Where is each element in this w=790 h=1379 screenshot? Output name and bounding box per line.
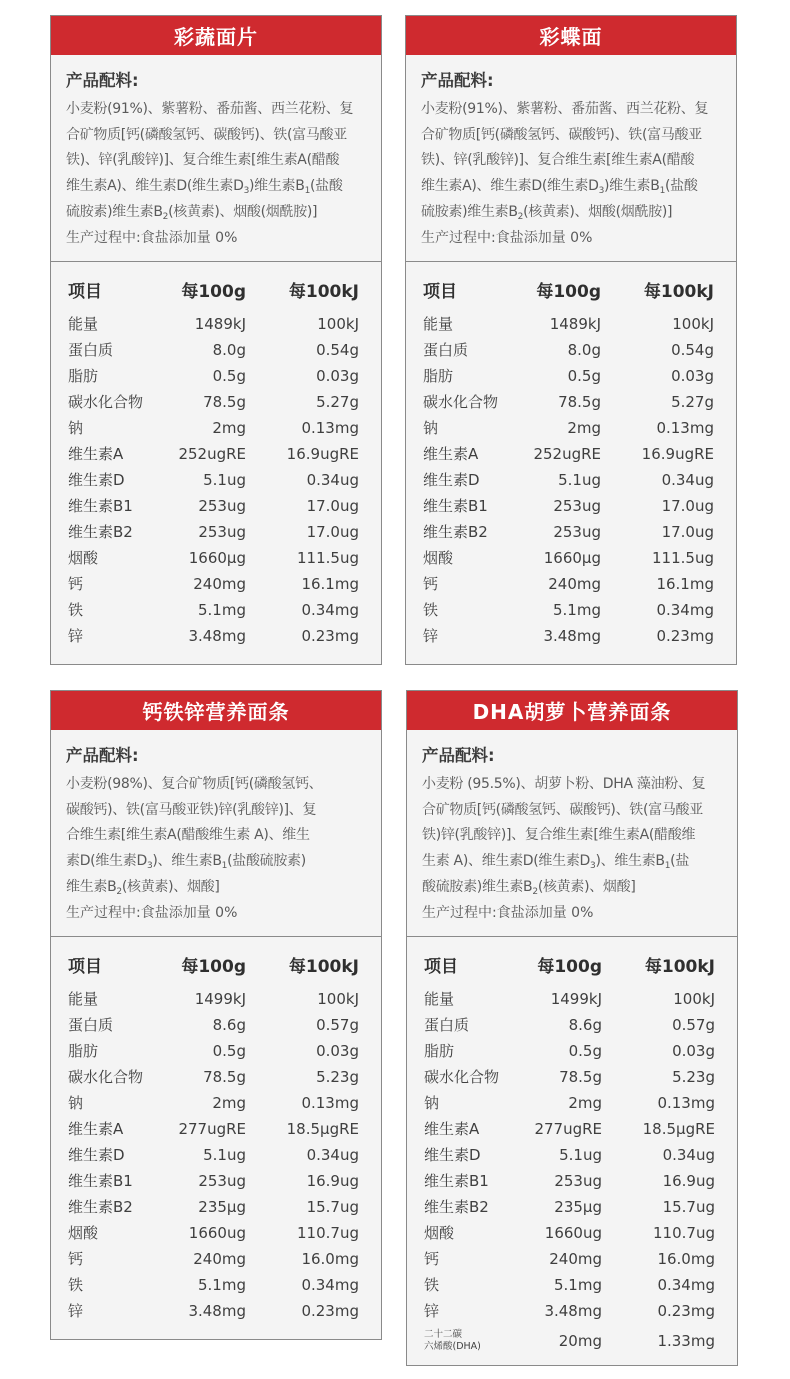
value-per-100kj: 0.34ug — [306, 470, 359, 489]
value-per-100kj: 0.34ug — [662, 1145, 715, 1164]
card-title: 钙铁锌营养面条 — [51, 691, 381, 730]
header-item: 项目 — [68, 281, 102, 302]
value-per-100kj: 16.9ugRE — [641, 444, 714, 463]
value-per-100g: 2mg — [212, 418, 246, 437]
table-row — [68, 623, 359, 649]
value-per-100g: 240mg — [193, 1249, 246, 1268]
nutrient-name: 能量 — [68, 315, 99, 334]
nutrient-name: 维生素D — [68, 1146, 125, 1165]
table-row — [424, 1038, 715, 1064]
value-per-100kj: 0.03g — [672, 1041, 715, 1060]
nutrition-card — [405, 15, 737, 665]
value-per-100kj: 0.57g — [672, 1015, 715, 1034]
nutrient-name: 钙 — [68, 1250, 84, 1269]
nutrient-name: 锌 — [423, 627, 439, 646]
value-per-100kj: 15.7ug — [306, 1197, 359, 1216]
nutrient-name: 蛋白质 — [68, 341, 114, 360]
table-row — [68, 389, 359, 415]
value-per-100kj: 0.03g — [316, 1041, 359, 1060]
value-per-100g: 8.6g — [568, 1015, 602, 1034]
nutrient-name: 锌 — [68, 627, 84, 646]
table-row — [68, 1246, 359, 1272]
table-row — [68, 1012, 359, 1038]
ingredients-line: 合矿物质[钙(磷酸氢钙、碳酸钙)、铁(富马酸亚 — [66, 126, 347, 143]
value-per-100kj: 5.23g — [672, 1067, 715, 1086]
nutrient-name: 能量 — [424, 990, 455, 1009]
value-per-100kj: 0.13mg — [657, 1093, 715, 1112]
table-row — [68, 1194, 359, 1220]
nutrient-name: 烟酸 — [68, 1224, 99, 1243]
value-per-100kj: 0.54g — [671, 340, 714, 359]
table-row — [68, 311, 359, 337]
value-per-100g: 1660ug — [544, 1223, 602, 1242]
table-row — [423, 597, 714, 623]
value-per-100g: 1660μg — [188, 548, 246, 567]
ingredients-section — [51, 730, 381, 937]
header-per-100kj: 每100kJ — [644, 956, 715, 977]
ingredients-title: 产品配料: — [422, 746, 495, 765]
value-per-100g: 240mg — [193, 574, 246, 593]
ingredients-text — [66, 97, 367, 226]
nutrient-name: 维生素A — [424, 1120, 480, 1139]
nutrient-name: 碳水化合物 — [424, 1068, 500, 1087]
card-title: 彩蔬面片 — [51, 16, 381, 55]
table-row — [424, 1142, 715, 1168]
header-per-100g: 每100g — [536, 281, 601, 302]
value-per-100g: 235μg — [554, 1197, 602, 1216]
value-per-100kj: 17.0ug — [661, 496, 714, 515]
ingredients-line: 小麦粉(98%)、复合矿物质[钙(磷酸氢钙、 — [66, 776, 323, 792]
value-per-100g: 253ug — [554, 1171, 602, 1190]
nutrient-name: 铁 — [68, 601, 84, 620]
nutrient-name: 蛋白质 — [423, 341, 469, 360]
value-per-100kj: 16.1mg — [301, 574, 359, 593]
value-per-100kj: 110.7ug — [653, 1223, 715, 1242]
value-per-100kj: 0.34mg — [657, 1275, 715, 1294]
ingredients-line: 合矿物质[钙(磷酸氢钙、碳酸钙)、铁(富马酸亚 — [421, 126, 702, 143]
value-per-100g: 1499kJ — [550, 989, 602, 1008]
header-per-100g: 每100g — [537, 956, 602, 977]
table-header — [423, 276, 714, 303]
value-per-100g: 78.5g — [203, 1067, 246, 1086]
value-per-100kj: 0.03g — [671, 366, 714, 385]
nutrient-name: 维生素D — [424, 1146, 481, 1165]
value-per-100kj: 0.13mg — [301, 418, 359, 437]
value-per-100g: 3.48mg — [188, 1301, 246, 1320]
value-per-100kj: 16.0mg — [657, 1249, 715, 1268]
value-per-100g: 277ugRE — [534, 1119, 602, 1138]
value-per-100g: 1499kJ — [194, 989, 246, 1008]
header-per-100kj: 每100kJ — [643, 281, 714, 302]
value-per-100kj: 16.9ugRE — [286, 444, 359, 463]
value-per-100kj: 0.34mg — [301, 600, 359, 619]
value-per-100kj: 100kJ — [317, 989, 359, 1008]
table-row — [68, 1220, 359, 1246]
nutrient-name: 维生素B1 — [68, 1172, 133, 1191]
header-per-100g: 每100g — [181, 281, 246, 302]
nutrient-name: 碳水化合物 — [68, 393, 144, 412]
salt-note: 生产过程中:食盐添加量 0% — [66, 904, 238, 921]
ingredients-line: 维生素$B_2$(核黄素)、烟酸] — [66, 878, 220, 897]
nutrient-name: 铁 — [68, 1276, 84, 1295]
nutrient-name: 脂肪 — [68, 367, 99, 386]
nutrition-table — [51, 262, 381, 659]
table-row — [68, 1064, 359, 1090]
value-per-100g: 252ugRE — [178, 444, 246, 463]
nutrition-table — [406, 262, 736, 659]
nutrient-name: 锌 — [68, 1302, 84, 1321]
ingredients-line: 小麦粉(91%)、紫薯粉、番茄酱、西兰花粉、复 — [66, 101, 354, 117]
nutrient-name: 维生素A — [68, 445, 124, 464]
nutrient-name: 钠 — [68, 1094, 84, 1113]
value-per-100kj: 0.23mg — [656, 626, 714, 645]
nutrient-name: 钠 — [423, 419, 439, 438]
value-per-100kj: 0.03g — [316, 366, 359, 385]
nutrient-name: 钙 — [424, 1250, 440, 1269]
ingredients-section — [406, 55, 736, 262]
table-row — [424, 1012, 715, 1038]
ingredients-line: 硫胺素)维生素$B_2$(核黄素)、烟酸(烟酰胺)] — [66, 203, 318, 222]
value-per-100g: 5.1mg — [553, 600, 601, 619]
ingredients-line: 酸硫胺素)维生素$B_2$(核黄素)、烟酸] — [422, 878, 636, 897]
value-per-100g: 253ug — [553, 496, 601, 515]
table-row — [68, 415, 359, 441]
ingredients-text — [422, 772, 723, 901]
table-row — [424, 1194, 715, 1220]
table-row — [423, 519, 714, 545]
ingredients-text — [421, 97, 722, 226]
table-row — [423, 545, 714, 571]
table-row — [424, 1220, 715, 1246]
nutrient-name: 烟酸 — [68, 549, 99, 568]
value-per-100kj: 100kJ — [672, 314, 714, 333]
table-row — [423, 311, 714, 337]
value-per-100g: 20mg — [558, 1331, 602, 1350]
ingredients-section — [407, 730, 737, 937]
value-per-100kj: 1.33mg — [657, 1331, 715, 1350]
value-per-100kj: 16.9ug — [662, 1171, 715, 1190]
table-row — [423, 337, 714, 363]
table-row — [68, 1142, 359, 1168]
nutrition-card — [50, 690, 382, 1340]
value-per-100kj: 111.5ug — [297, 548, 359, 567]
nutrient-name: 维生素D — [68, 471, 125, 490]
table-row — [68, 597, 359, 623]
value-per-100kj: 5.27g — [316, 392, 359, 411]
nutrient-name: 脂肪 — [68, 1042, 99, 1061]
nutrient-name: 钠 — [68, 419, 84, 438]
header-item: 项目 — [424, 956, 458, 977]
value-per-100g: 0.5g — [567, 366, 601, 385]
value-per-100kj: 0.34ug — [306, 1145, 359, 1164]
table-row — [68, 1298, 359, 1324]
value-per-100g: 5.1ug — [203, 470, 246, 489]
value-per-100g: 5.1mg — [554, 1275, 602, 1294]
nutrient-name: 维生素B2 — [68, 523, 133, 542]
value-per-100g: 5.1ug — [558, 470, 601, 489]
value-per-100g: 8.0g — [567, 340, 601, 359]
nutrient-name: 脂肪 — [423, 367, 454, 386]
value-per-100g: 3.48mg — [543, 626, 601, 645]
nutrient-name: 钠 — [424, 1094, 440, 1113]
table-row — [68, 986, 359, 1012]
header-per-100g: 每100g — [181, 956, 246, 977]
table-row — [424, 1090, 715, 1116]
value-per-100g: 3.48mg — [188, 626, 246, 645]
nutrient-name: 维生素A — [423, 445, 479, 464]
value-per-100kj: 100kJ — [673, 989, 715, 1008]
nutrition-card — [50, 15, 382, 665]
salt-note: 生产过程中:食盐添加量 0% — [66, 229, 238, 246]
value-per-100g: 5.1mg — [198, 600, 246, 619]
value-per-100kj: 5.27g — [671, 392, 714, 411]
value-per-100kj: 16.1mg — [656, 574, 714, 593]
value-per-100g: 253ug — [198, 1171, 246, 1190]
value-per-100g: 1660ug — [188, 1223, 246, 1242]
value-per-100g: 8.6g — [212, 1015, 246, 1034]
value-per-100kj: 17.0ug — [661, 522, 714, 541]
table-header — [68, 951, 359, 978]
table-row — [68, 441, 359, 467]
value-per-100g: 5.1mg — [198, 1275, 246, 1294]
value-per-100g: 3.48mg — [544, 1301, 602, 1320]
value-per-100kj: 17.0ug — [306, 522, 359, 541]
table-row — [423, 441, 714, 467]
value-per-100g: 78.5g — [203, 392, 246, 411]
value-per-100kj: 0.23mg — [301, 1301, 359, 1320]
ingredients-line: 合矿物质[钙(磷酸氢钙、碳酸钙)、铁(富马酸亚 — [422, 801, 703, 818]
header-per-100kj: 每100kJ — [288, 956, 359, 977]
table-row — [423, 389, 714, 415]
table-row — [68, 493, 359, 519]
nutrient-name: 维生素B1 — [68, 497, 133, 516]
value-per-100g: 252ugRE — [533, 444, 601, 463]
table-row — [68, 1168, 359, 1194]
value-per-100g: 0.5g — [212, 1041, 246, 1060]
nutrient-name: 维生素B2 — [68, 1198, 133, 1217]
table-row — [424, 1272, 715, 1298]
table-header — [68, 276, 359, 303]
ingredients-line: 铁)锌(乳酸锌)]、复合维生素[维生素A(醋酸维 — [422, 827, 696, 844]
nutrient-name: 蛋白质 — [424, 1016, 470, 1035]
value-per-100kj: 0.13mg — [656, 418, 714, 437]
value-per-100g: 1489kJ — [194, 314, 246, 333]
header-per-100kj: 每100kJ — [288, 281, 359, 302]
table-row — [68, 571, 359, 597]
value-per-100g: 253ug — [553, 522, 601, 541]
table-row — [424, 1168, 715, 1194]
ingredients-line: 铁)、锌(乳酸锌)]、复合维生素[维生素A(醋酸 — [421, 152, 695, 169]
ingredients-title: 产品配料: — [66, 71, 139, 90]
salt-note: 生产过程中:食盐添加量 0% — [422, 904, 594, 921]
salt-note: 生产过程中:食盐添加量 0% — [421, 229, 593, 246]
value-per-100kj: 110.7ug — [297, 1223, 359, 1242]
table-row — [423, 623, 714, 649]
nutrient-name: 烟酸 — [424, 1224, 455, 1243]
nutrient-name: 钙 — [423, 575, 439, 594]
nutrient-name: 碳水化合物 — [68, 1068, 144, 1087]
nutrient-name: 能量 — [68, 990, 99, 1009]
nutrition-card — [406, 690, 738, 1366]
value-per-100kj: 0.57g — [316, 1015, 359, 1034]
nutrient-name: 维生素B1 — [423, 497, 488, 516]
nutrient-name: 维生素A — [68, 1120, 124, 1139]
ingredients-line: 素D(维生素$D_3$)、维生素$B_1$(盐酸硫胺素) — [66, 853, 306, 872]
table-row — [424, 1324, 715, 1358]
table-header — [424, 951, 715, 978]
ingredients-line: 小麦粉(91%)、紫薯粉、番茄酱、西兰花粉、复 — [421, 101, 709, 117]
value-per-100g: 0.5g — [212, 366, 246, 385]
card-title: DHA胡萝卜营养面条 — [407, 691, 737, 730]
value-per-100g: 8.0g — [212, 340, 246, 359]
ingredients-line: 碳酸钙)、铁(富马酸亚铁)锌(乳酸锌)]、复 — [66, 801, 317, 818]
table-row — [68, 545, 359, 571]
nutrient-name: 碳水化合物 — [423, 393, 499, 412]
ingredients-line: 小麦粉 (95.5%)、胡萝卜粉、DHA 藻油粉、复 — [422, 776, 706, 792]
value-per-100g: 2mg — [568, 1093, 602, 1112]
nutrient-name: 锌 — [424, 1302, 440, 1321]
ingredients-section — [51, 55, 381, 262]
value-per-100kj: 15.7ug — [662, 1197, 715, 1216]
value-per-100g: 78.5g — [558, 392, 601, 411]
table-row — [423, 415, 714, 441]
nutrient-name: 能量 — [423, 315, 454, 334]
ingredients-line: 生素 A)、维生素D(维生素$D_3$)、维生素$B_1$(盐 — [422, 853, 690, 872]
value-per-100kj: 16.0mg — [301, 1249, 359, 1268]
value-per-100g: 253ug — [198, 522, 246, 541]
value-per-100kj: 0.23mg — [657, 1301, 715, 1320]
value-per-100kj: 0.34ug — [661, 470, 714, 489]
table-row — [68, 1090, 359, 1116]
value-per-100kj: 17.0ug — [306, 496, 359, 515]
value-per-100g: 240mg — [548, 574, 601, 593]
header-item: 项目 — [423, 281, 457, 302]
value-per-100g: 235μg — [198, 1197, 246, 1216]
value-per-100g: 2mg — [212, 1093, 246, 1112]
value-per-100g: 1660μg — [543, 548, 601, 567]
value-per-100kj: 100kJ — [317, 314, 359, 333]
value-per-100kj: 5.23g — [316, 1067, 359, 1086]
value-per-100kj: 18.5μgRE — [286, 1119, 359, 1138]
table-row — [423, 571, 714, 597]
table-row — [423, 363, 714, 389]
ingredients-title: 产品配料: — [421, 71, 494, 90]
table-row — [424, 1246, 715, 1272]
ingredients-line: 铁)、锌(乳酸锌)]、复合维生素[维生素A(醋酸 — [66, 152, 340, 169]
nutrition-table — [51, 937, 381, 1334]
ingredients-text — [66, 772, 367, 901]
table-row — [68, 519, 359, 545]
value-per-100g: 0.5g — [568, 1041, 602, 1060]
nutrient-name: 铁 — [423, 601, 439, 620]
table-row — [68, 337, 359, 363]
value-per-100kj: 18.5μgRE — [642, 1119, 715, 1138]
nutrient-name: 烟酸 — [423, 549, 454, 568]
nutrient-name: 脂肪 — [424, 1042, 455, 1061]
value-per-100kj: 0.34mg — [656, 600, 714, 619]
table-row — [68, 467, 359, 493]
value-per-100kj: 0.54g — [316, 340, 359, 359]
value-per-100kj: 0.23mg — [301, 626, 359, 645]
table-row — [423, 467, 714, 493]
card-title: 彩蝶面 — [406, 16, 736, 55]
table-row — [68, 363, 359, 389]
value-per-100kj: 16.9ug — [306, 1171, 359, 1190]
ingredients-line: 硫胺素)维生素$B_2$(核黄素)、烟酸(烟酰胺)] — [421, 203, 673, 222]
value-per-100g: 253ug — [198, 496, 246, 515]
nutrient-name: 维生素B2 — [424, 1198, 489, 1217]
value-per-100kj: 0.13mg — [301, 1093, 359, 1112]
table-row — [424, 1064, 715, 1090]
ingredients-line: 维生素A)、维生素D(维生素$D_3$)维生素$B_1$(盐酸 — [421, 178, 698, 197]
nutrient-name: 维生素D — [423, 471, 480, 490]
table-row — [68, 1272, 359, 1298]
value-per-100g: 277ugRE — [178, 1119, 246, 1138]
value-per-100g: 78.5g — [559, 1067, 602, 1086]
value-per-100kj: 0.34mg — [301, 1275, 359, 1294]
value-per-100g: 5.1ug — [203, 1145, 246, 1164]
nutrient-name: 二十二碳 六烯酸(DHA) — [424, 1328, 481, 1352]
value-per-100g: 240mg — [549, 1249, 602, 1268]
nutrient-name: 蛋白质 — [68, 1016, 114, 1035]
nutrition-table — [407, 937, 737, 1368]
ingredients-line: 合维生素[维生素A(醋酸维生素 A)、维生 — [66, 827, 310, 844]
table-row — [424, 986, 715, 1012]
header-item: 项目 — [68, 956, 102, 977]
value-per-100g: 2mg — [567, 418, 601, 437]
nutrient-name: 铁 — [424, 1276, 440, 1295]
table-row — [68, 1116, 359, 1142]
value-per-100kj: 111.5ug — [652, 548, 714, 567]
table-row — [68, 1038, 359, 1064]
nutrient-name: 维生素B2 — [423, 523, 488, 542]
value-per-100g: 5.1ug — [559, 1145, 602, 1164]
table-row — [423, 493, 714, 519]
nutrient-name: 钙 — [68, 575, 84, 594]
nutrient-name: 维生素B1 — [424, 1172, 489, 1191]
table-row — [424, 1298, 715, 1324]
table-row — [424, 1116, 715, 1142]
ingredients-line: 维生素A)、维生素D(维生素$D_3$)维生素$B_1$(盐酸 — [66, 178, 343, 197]
ingredients-title: 产品配料: — [66, 746, 139, 765]
value-per-100g: 1489kJ — [549, 314, 601, 333]
